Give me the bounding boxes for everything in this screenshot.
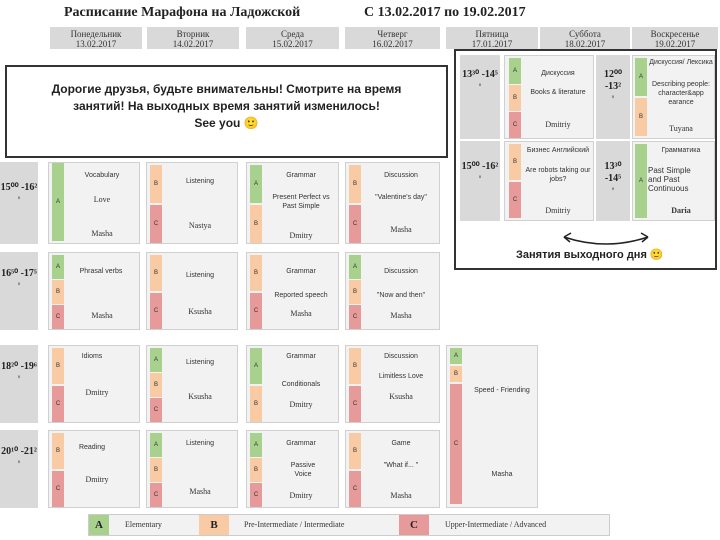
class-title: Phrasal verbs [79, 268, 123, 275]
class-title: Listening [185, 359, 215, 366]
level-c-badge: C [349, 471, 361, 507]
class-title: Speed - Friending [474, 387, 530, 394]
class-card-tue-1[interactable] [146, 162, 238, 244]
level-a-badge: A [250, 348, 262, 384]
time-label: 13³⁰ -14⁵ [462, 69, 498, 80]
class-topic: Conditionals [281, 381, 321, 388]
legend-label-c: Upper-Intermediate / Advanced [445, 520, 547, 529]
day-date: 13.02.2017 [75, 39, 117, 49]
level-b-badge: B [250, 386, 262, 422]
level-b-badge: B [250, 205, 262, 243]
legend-label-a: Elementary [125, 520, 162, 529]
level-b-badge: B [635, 98, 647, 136]
time-tail: ⁰ [17, 197, 21, 203]
class-title: Idioms [81, 353, 103, 360]
day-name: Суббота [569, 29, 601, 39]
level-b-badge: B [509, 144, 521, 180]
time-tail: ⁰ [611, 96, 615, 102]
day-date: 19.02.2017 [654, 39, 696, 49]
legend-swatch-c: C [399, 515, 429, 535]
double-arrow-icon [556, 219, 656, 245]
class-card-sat2[interactable] [504, 141, 594, 221]
class-card-mon-3[interactable] [48, 345, 140, 423]
notice-line: Дорогие друзья, будьте внимательны! Смотрите на время [51, 82, 402, 96]
weekend-time-sat1 [460, 55, 500, 139]
class-teacher: Dmitriy [545, 206, 571, 215]
class-teacher: Masha [491, 471, 513, 478]
class-topic: Describing people: character&app earance [652, 81, 710, 106]
class-card-tue-2[interactable] [146, 252, 238, 330]
level-c-badge: C [349, 205, 361, 243]
time-tail: ⁰ [17, 376, 21, 382]
level-a-badge: A [250, 165, 262, 203]
level-c-badge: C [150, 205, 162, 243]
level-c-badge: C [250, 483, 262, 507]
class-teacher: Dmitry [85, 475, 109, 484]
class-teacher: Dmitriy [545, 120, 571, 129]
level-b-badge: B [349, 165, 361, 203]
class-teacher: Tuyana [669, 124, 693, 133]
day-header-sunday [632, 27, 718, 49]
day-name: Воскресенье [650, 29, 700, 39]
weekend-time-sun1 [596, 55, 630, 139]
level-a-badge: A [349, 255, 361, 279]
time-label: 18²⁰ -19⁶ [1, 361, 37, 372]
level-c-badge: C [349, 305, 361, 329]
level-a-badge: A [150, 433, 162, 457]
level-b-badge: B [250, 255, 262, 291]
class-title: Listening [185, 272, 215, 279]
class-teacher: Ksusha [389, 392, 413, 401]
class-card-thu-1[interactable] [345, 162, 440, 244]
class-title: Reading [78, 444, 106, 451]
class-topic: Reported speech [274, 292, 328, 299]
class-title: Грамматика [661, 147, 701, 154]
class-teacher: Ksusha [188, 392, 212, 401]
level-b-badge: B [349, 348, 361, 384]
level-legend [88, 514, 610, 536]
level-a-badge: A [635, 58, 647, 96]
class-card-sat1[interactable] [504, 55, 594, 139]
class-topic: Love [93, 195, 111, 204]
class-teacher: Dmitry [85, 388, 109, 397]
class-title: Listening [185, 440, 215, 447]
class-card-wed-4[interactable] [246, 430, 339, 508]
weekend-time-sun2 [596, 141, 630, 221]
level-b-badge: B [450, 366, 462, 382]
time-label: 13³⁰ -14⁵ [604, 161, 622, 184]
day-header-saturday [540, 27, 630, 49]
weekend-caption: Занятия выходного дня 🙂 [516, 249, 664, 261]
legend-swatch-b: B [199, 515, 229, 535]
class-title: Дискуссия [541, 70, 575, 77]
schedule-title: Расписание Марафона на Ладожской [64, 5, 301, 20]
class-topic: Are robots taking our jobs? [525, 167, 591, 183]
level-a-badge: A [52, 255, 64, 279]
class-title: Game [391, 440, 411, 447]
legend-label-b: Pre-Intermediate / Intermediate [244, 520, 345, 529]
level-b-badge: B [509, 85, 521, 111]
time-slot-2 [0, 252, 38, 330]
day-header-monday [50, 27, 142, 49]
class-topic: Limitless Love [378, 373, 424, 380]
legend-swatch-a: A [89, 515, 109, 535]
level-a-badge: A [250, 433, 262, 457]
class-card-wed-1[interactable] [246, 162, 339, 244]
time-slot-3 [0, 345, 38, 423]
class-title: Grammar [286, 353, 316, 360]
day-name: Среда [281, 29, 304, 39]
time-tail: ⁰ [17, 283, 21, 289]
class-topic: Present Perfect vs Past Simple [272, 194, 330, 210]
class-card-mon-4[interactable] [48, 430, 140, 508]
day-header-tuesday [147, 27, 239, 49]
class-teacher: Dmitry [289, 231, 313, 240]
level-c-badge: C [52, 305, 64, 329]
class-teacher: Ksusha [188, 307, 212, 316]
class-teacher: Daria [671, 206, 691, 215]
class-teacher: Dmitry [289, 491, 313, 500]
class-card-mon-2[interactable] [48, 252, 140, 330]
level-a-badge: A [450, 348, 462, 364]
class-title: Discussion [384, 353, 418, 360]
class-topic: Books & literature [530, 89, 586, 96]
class-teacher: Masha [390, 225, 412, 234]
level-b-badge: B [150, 458, 162, 482]
notice-line: See you 🙂 [194, 116, 259, 130]
day-date: 15.02.2017 [272, 39, 313, 49]
level-b-badge: B [52, 348, 64, 384]
level-c-badge: C [150, 293, 162, 329]
day-header-friday [446, 27, 538, 49]
level-a-badge: A [509, 58, 521, 84]
time-slot-4 [0, 430, 38, 508]
time-label: 20¹⁰ -21² [1, 446, 37, 457]
level-a-badge: A [150, 348, 162, 372]
level-a-badge: A [635, 144, 647, 218]
class-card-fri[interactable] [446, 345, 538, 508]
notice-line: занятий! На выходных время занятий изменилось! [73, 99, 380, 113]
time-label: 15⁰⁰ -16² [0, 182, 38, 193]
notice-box [5, 65, 448, 158]
day-header-wednesday [246, 27, 339, 49]
level-c-badge: C [52, 471, 64, 507]
level-c-badge: C [150, 483, 162, 507]
level-c-badge: C [250, 293, 262, 329]
class-card-thu-4[interactable] [345, 430, 440, 508]
time-tail: ⁰ [478, 176, 482, 182]
level-b-badge: B [250, 458, 262, 482]
day-date: 14.02.2017 [172, 39, 214, 49]
level-b-badge: B [52, 280, 64, 304]
level-c-badge: C [349, 386, 361, 422]
class-card-thu-3[interactable] [345, 345, 440, 423]
level-c-badge: C [509, 182, 521, 218]
weekend-box [454, 49, 717, 270]
class-title: Grammar [286, 268, 316, 275]
time-tail: ⁰ [478, 84, 482, 90]
class-title: Listening [185, 178, 215, 185]
level-b-badge: B [150, 255, 162, 291]
class-card-wed-2[interactable] [246, 252, 339, 330]
class-title: Discussion [384, 172, 418, 179]
time-slot-1 [0, 162, 38, 244]
class-title: Бизнес Английский [526, 147, 590, 154]
time-label: 15⁰⁰ -16² [461, 161, 499, 172]
class-card-thu-2[interactable] [345, 252, 440, 330]
time-label: 16⁵⁰ -17⁵ [1, 268, 37, 279]
class-topic: Past Simple and Past Continuous [648, 166, 691, 193]
class-card-wed-3[interactable] [246, 345, 339, 423]
level-c-badge: C [52, 386, 64, 422]
weekend-time-sat2 [460, 141, 500, 221]
class-topic: "Valentine's day" [375, 194, 427, 201]
class-card-tue-4[interactable] [146, 430, 238, 508]
time-tail: ⁰ [17, 461, 21, 467]
day-name: Пятница [475, 29, 509, 39]
class-teacher: Nastya [188, 221, 212, 230]
class-title: Grammar [286, 440, 316, 447]
class-teacher: Masha [290, 309, 312, 318]
level-a-badge: A [52, 163, 64, 241]
level-c-badge: C [150, 398, 162, 422]
time-tail: ⁰ [611, 188, 615, 194]
class-teacher: Masha [189, 487, 211, 496]
class-title: Discussion [384, 268, 418, 275]
level-b-badge: B [349, 280, 361, 304]
class-title: Vocabulary [84, 172, 120, 179]
class-title: Grammar [286, 172, 316, 179]
class-teacher: Dmitry [289, 400, 313, 409]
class-card-sun2[interactable] [632, 141, 715, 221]
class-teacher: Masha [91, 311, 113, 320]
level-b-badge: B [150, 373, 162, 397]
level-b-badge: B [150, 165, 162, 203]
day-name: Четверг [377, 29, 408, 39]
class-teacher: Masha [390, 311, 412, 320]
day-name: Понедельник [70, 29, 122, 39]
class-card-sun1[interactable] [632, 55, 715, 139]
class-teacher: Masha [390, 491, 412, 500]
class-title: Дискуссия/ Лексика [649, 59, 713, 66]
class-topic: "What if... " [383, 462, 419, 469]
day-name: Вторник [176, 29, 210, 39]
level-b-badge: B [52, 433, 64, 469]
class-card-mon-1[interactable] [48, 162, 140, 244]
class-teacher: Masha [91, 229, 113, 238]
day-date: 18.02.2017 [564, 39, 606, 49]
day-date: 16.02.2017 [372, 39, 413, 49]
level-c-badge: C [509, 112, 521, 138]
schedule-period: С 13.02.2017 по 19.02.2017 [364, 5, 526, 20]
day-header-thursday [345, 27, 440, 49]
class-topic: "Now and then" [376, 292, 426, 299]
day-date: 17.01.2017 [471, 39, 513, 49]
class-card-tue-3[interactable] [146, 345, 238, 423]
class-topic: Passive Voice [290, 462, 316, 478]
level-c-badge: C [450, 384, 462, 504]
level-b-badge: B [349, 433, 361, 469]
time-label: 12⁰⁰ -13² [603, 69, 623, 92]
